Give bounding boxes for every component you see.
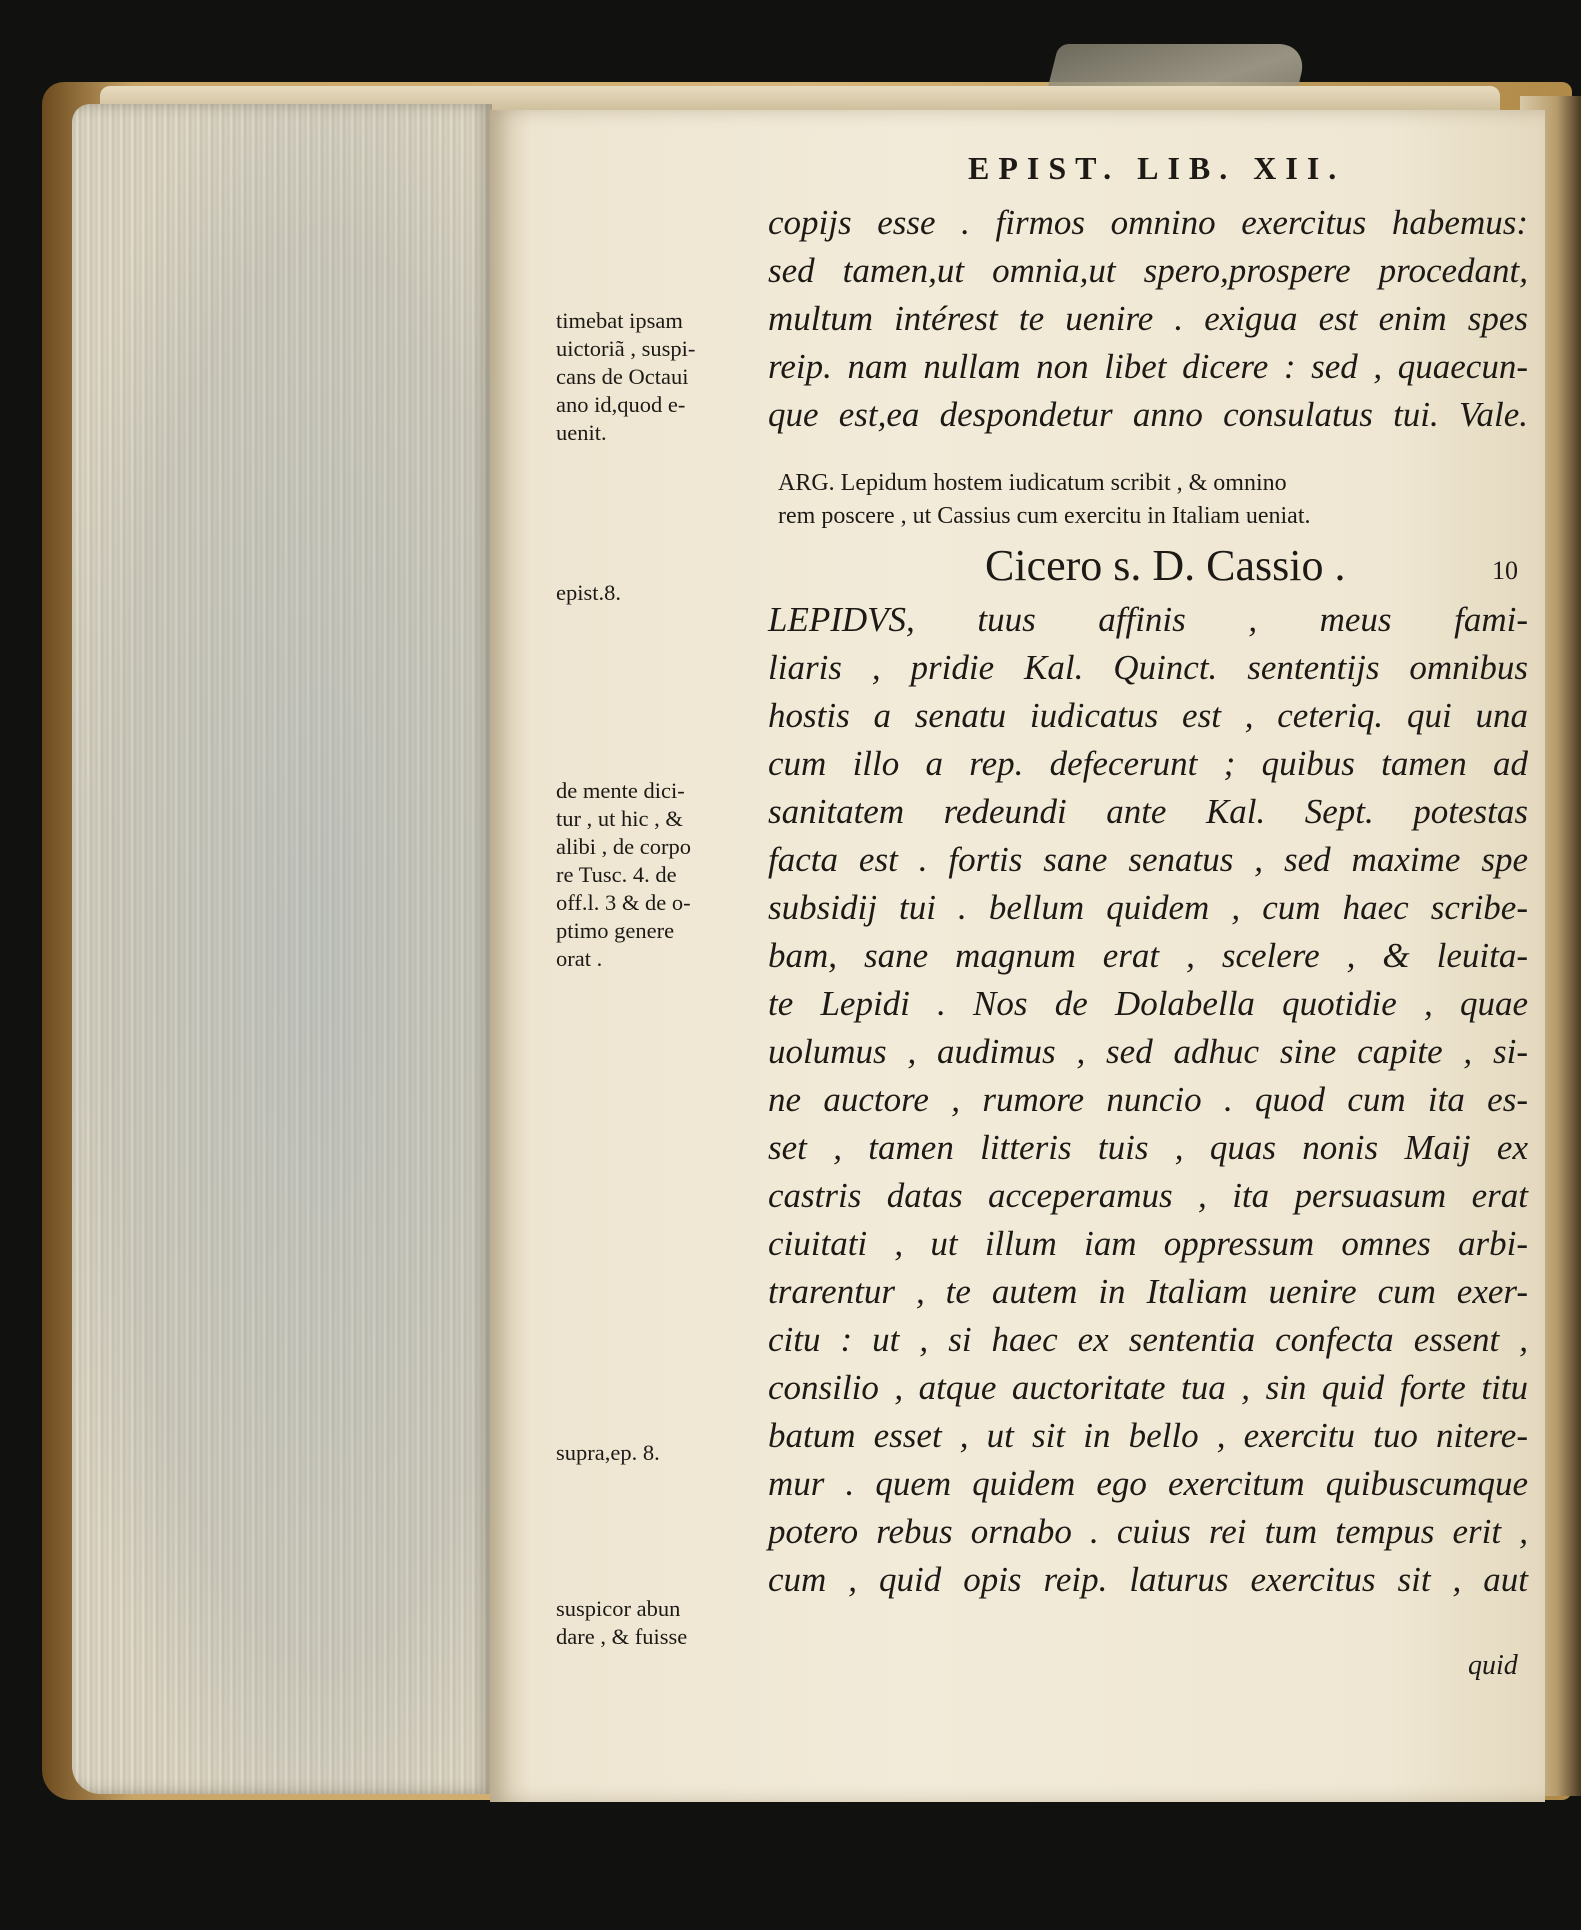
text-line: subsidij tui . bellum quidem , cum haec scribe-: [768, 888, 1528, 927]
margin-note-line: ptimo genere: [556, 918, 675, 943]
margin-note-line: uictoriã , suspi-: [556, 336, 696, 361]
text-line: ciuitati , ut illum iam oppressum omnes arbi-: [768, 1224, 1528, 1263]
text-line: sanitatem redeundi ante Kal. Sept. potestas: [768, 792, 1528, 831]
margin-note-line: orat .: [556, 946, 603, 971]
text-line: que est,ea despondetur anno consulatus tui. Vale.: [768, 395, 1528, 434]
text-line: reip. nam nullam non libet dicere : sed , quaecun-: [768, 347, 1528, 386]
letter-title: Cicero s. D. Cassio .: [985, 541, 1346, 590]
catchword: quid: [1468, 1650, 1518, 1681]
text-line: castris datas acceperamus , ita persuasum erat: [768, 1176, 1528, 1215]
text-line: citu : ut , si haec ex sententia confecta essent ,: [768, 1320, 1528, 1359]
margin-note-line: de mente dici-: [556, 778, 685, 803]
text-line: batum esset , ut sit in bello , exercitu tuo nitere-: [768, 1416, 1528, 1455]
letter-number: 10: [1492, 556, 1518, 585]
text-line: liaris , pridie Kal. Quinct. sententijs omnibus: [768, 648, 1528, 687]
page-edges-tint: [72, 104, 492, 1794]
argument-line: rem poscere , ut Cassius cum exercitu in Italiam ueniat.: [778, 503, 1311, 529]
margin-note-line: suspicor abun: [556, 1596, 681, 1621]
text-line: hostis a senatu iudicatus est , ceteriq. qui una: [768, 696, 1528, 735]
text-line: set , tamen litteris tuis , quas nonis Maij ex: [768, 1128, 1528, 1167]
text-line: consilio , atque auctoritate tua , sin quid forte titu: [768, 1368, 1528, 1407]
text-line: uolumus , audimus , sed adhuc sine capite , si-: [768, 1032, 1528, 1071]
margin-note-line: alibi , de corpo: [556, 834, 691, 859]
text-line: mur . quem quidem ego exercitum quibuscumque: [768, 1464, 1528, 1503]
margin-note-line: epist.8.: [556, 580, 621, 605]
margin-note-line: uenit.: [556, 420, 607, 445]
text-line: potero rebus ornabo . cuius rei tum tempus erit ,: [768, 1512, 1528, 1551]
text-line: te Lepidi . Nos de Dolabella quotidie , quae: [768, 984, 1528, 1023]
text-line: cum illo a rep. defecerunt ; quibus tamen ad: [768, 744, 1528, 783]
text-line: copijs esse . firmos omnino exercitus habemus:: [768, 203, 1528, 242]
text-line: trarentur , te autem in Italiam uenire cum exer-: [768, 1272, 1528, 1311]
margin-note-line: re Tusc. 4. de: [556, 862, 677, 887]
text-line: cum , quid opis reip. laturus exercitus sit , aut: [768, 1560, 1528, 1599]
text-line: ne auctore , rumore nuncio . quod cum ita es-: [768, 1080, 1528, 1119]
margin-note-line: timebat ipsam: [556, 308, 683, 333]
margin-note-line: off.l. 3 & de o-: [556, 890, 691, 915]
margin-note-line: tur , ut hic , &: [556, 806, 683, 831]
margin-note-line: supra,ep. 8.: [556, 1440, 660, 1465]
text-line: bam, sane magnum erat , scelere , & leuita-: [768, 936, 1528, 975]
text-line: multum intérest te uenire . exigua est enim spes: [768, 299, 1528, 338]
argument-line: ARG. Lepidum hostem iudicatum scribit , & omnino: [778, 470, 1287, 496]
margin-note-line: dare , & fuisse: [556, 1624, 688, 1649]
running-header: EPIST. LIB. XII.: [968, 150, 1346, 186]
margin-note-line: cans de Octaui: [556, 364, 689, 389]
margin-note-line: ano id,quod e-: [556, 392, 686, 417]
text-line: sed tamen,ut omnia,ut spero,prospere procedant,: [768, 251, 1528, 290]
text-line: facta est . fortis sane senatus , sed maxime spe: [768, 840, 1528, 879]
text-line: LEPIDVS, tuus affinis , meus fami-: [768, 600, 1528, 639]
